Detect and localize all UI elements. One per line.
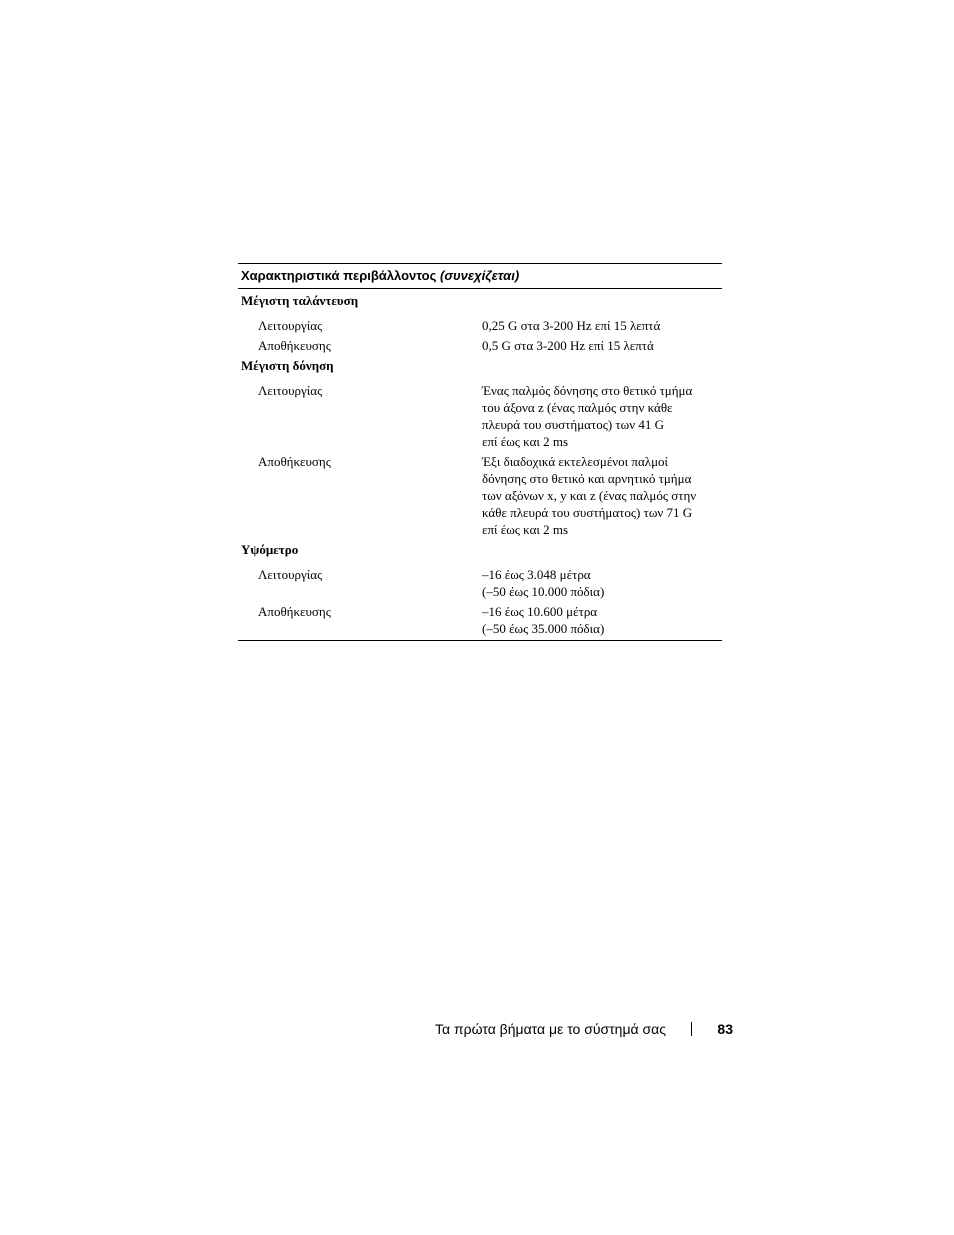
row-value-line: –16 έως 3.048 μέτρα — [482, 567, 591, 582]
row-value-line: επί έως και 2 ms — [482, 434, 569, 449]
row-value-line: κάθε πλευρά του συστήματος) των 71 G — [482, 505, 693, 520]
row-label: Λειτουργίας — [258, 383, 323, 398]
table-title — [238, 264, 722, 288]
table-row — [238, 337, 722, 354]
row-value: 0,25 G στα 3-200 Hz επί 15 λεπτά — [482, 318, 661, 333]
table-row — [238, 382, 722, 450]
row-label: Αποθήκευσης — [258, 338, 331, 353]
page-number: 83 — [717, 1021, 733, 1037]
row-value — [482, 382, 722, 450]
row-value-line: (–50 έως 10.000 πόδια) — [482, 584, 605, 599]
row-value — [482, 566, 722, 600]
section-heading-max-shock: Μέγιστη δόνηση — [241, 358, 334, 373]
table-row — [238, 566, 722, 600]
row-value-line: πλευρά του συστήματος) των 41 G — [482, 417, 664, 432]
footer-title: Τα πρώτα βήματα με το σύστημά σας — [435, 1021, 666, 1037]
row-value — [482, 603, 722, 637]
table-title-text: Χαρακτηριστικά περιβάλλοντος — [241, 268, 437, 283]
section-heading-max-vibration: Μέγιστη ταλάντευση — [241, 293, 359, 308]
row-value-line: των αξόνων x, y και z (ένας παλμός στην — [482, 488, 697, 503]
row-value — [482, 453, 722, 538]
row-label: Λειτουργίας — [258, 567, 323, 582]
section-heading-altitude: Υψόμετρο — [241, 542, 299, 557]
footer-separator — [691, 1022, 692, 1036]
table-title-suffix: (συνεχίζεται) — [440, 268, 520, 283]
table-row — [238, 317, 722, 334]
row-value-line: Έξι διαδοχικά εκτελεσμένοι παλμοί — [482, 454, 669, 469]
row-value-line: (–50 έως 35.000 πόδια) — [482, 621, 605, 636]
row-value-line: –16 έως 10.600 μέτρα — [482, 604, 598, 619]
table-header-rule — [238, 288, 722, 289]
table-row — [238, 603, 722, 637]
table-bottom-rule — [238, 640, 722, 641]
table-row — [238, 453, 722, 538]
row-value-line: δόνησης στο θετικό και αρνητικό τμήμα — [482, 471, 692, 486]
row-value-line: επί έως και 2 ms — [482, 522, 569, 537]
row-value-line: Ένας παλμός δόνησης στο θετικό τμήμα — [482, 383, 693, 398]
page-footer — [0, 1019, 733, 1039]
row-label: Αποθήκευσης — [258, 454, 331, 469]
row-label: Λειτουργίας — [258, 318, 323, 333]
environment-specs-table — [238, 263, 722, 641]
row-value: 0,5 G στα 3-200 Hz επί 15 λεπτά — [482, 338, 654, 353]
row-label: Αποθήκευσης — [258, 604, 331, 619]
row-value-line: του άξονα z (ένας παλμός στην κάθε — [482, 400, 673, 415]
